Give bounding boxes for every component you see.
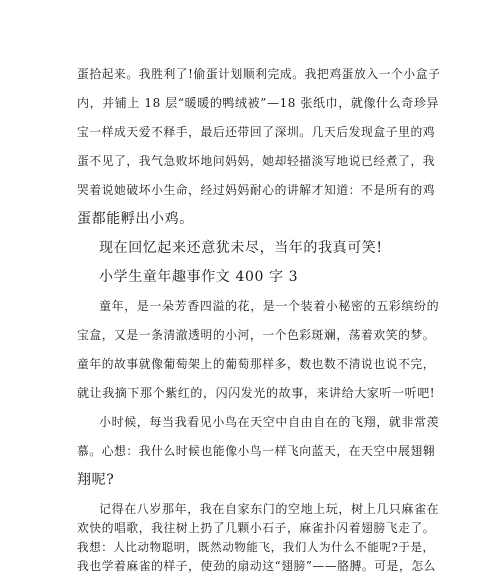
text-line: 宝盒，又是一条清澈透明的小河，一个色彩斑斓，荡着欢笑的梦。 — [77, 328, 436, 342]
text-line: 哭着说她破坏小生命，经过妈妈耐心的讲解才知道：不是所有的鸡 — [77, 183, 436, 197]
text-line: 慕。心想：我什么时候也能像小鸟一样飞向蓝天，在天空中展翅翱 — [77, 444, 436, 458]
text-line: 内，并铺上 18 层“暖暖的鸭绒被”—18 张纸巾，就像什么奇珍异 — [77, 96, 440, 110]
text-line: 蛋都能孵出小鸡。 — [77, 211, 194, 227]
text-line: 宝一样成天爱不释手，最后还带回了深圳。几天后发现盒子里的鸡 — [77, 125, 436, 139]
text-line: 童年，是一朵芳香四溢的花，是一个装着小秘密的五彩缤纷的 — [99, 299, 440, 313]
text-line: 蛋不见了，我气急败坏地问妈妈，她却轻描淡写地说已经煮了，我 — [77, 154, 436, 168]
text-line: 我也学着麻雀的样子，使劲的扇动这“翅膀”——胳膊。可是，怎么 — [77, 559, 437, 573]
text-line: 我想：人比动物聪明，既然动物能飞，我们人为什么不能呢?于是， — [77, 540, 435, 554]
text-line: 就让我摘下那个紫红的，闪闪发光的故事，来讲给大家听一听吧! — [77, 386, 436, 400]
text-line: 小时候，每当我看见小鸟在天空中自由自在的飞翔，就非常羡 — [99, 415, 440, 429]
text-line: 翔呢? — [77, 472, 115, 488]
text-line: 蛋拾起来。我胜利了!偷蛋计划顺利完成。我把鸡蛋放入一个小盒子 — [77, 67, 441, 81]
text-line: 记得在八岁那年，我在自家东门的空地上玩，树上几只麻雀在 — [99, 502, 440, 516]
text-line: 欢快的唱歌，我往树上扔了几颗小石子，麻雀扑闪着翅膀飞走了。 — [77, 521, 436, 535]
section-title: 小学生童年趣事作文 400 字 3 — [99, 269, 299, 285]
text-line: 童年的故事就像葡萄架上的葡萄那样多，数也数不清说也说不完， — [77, 357, 436, 371]
text-line: 现在回忆起来还意犹未尽，当年的我真可笑! — [99, 240, 383, 256]
